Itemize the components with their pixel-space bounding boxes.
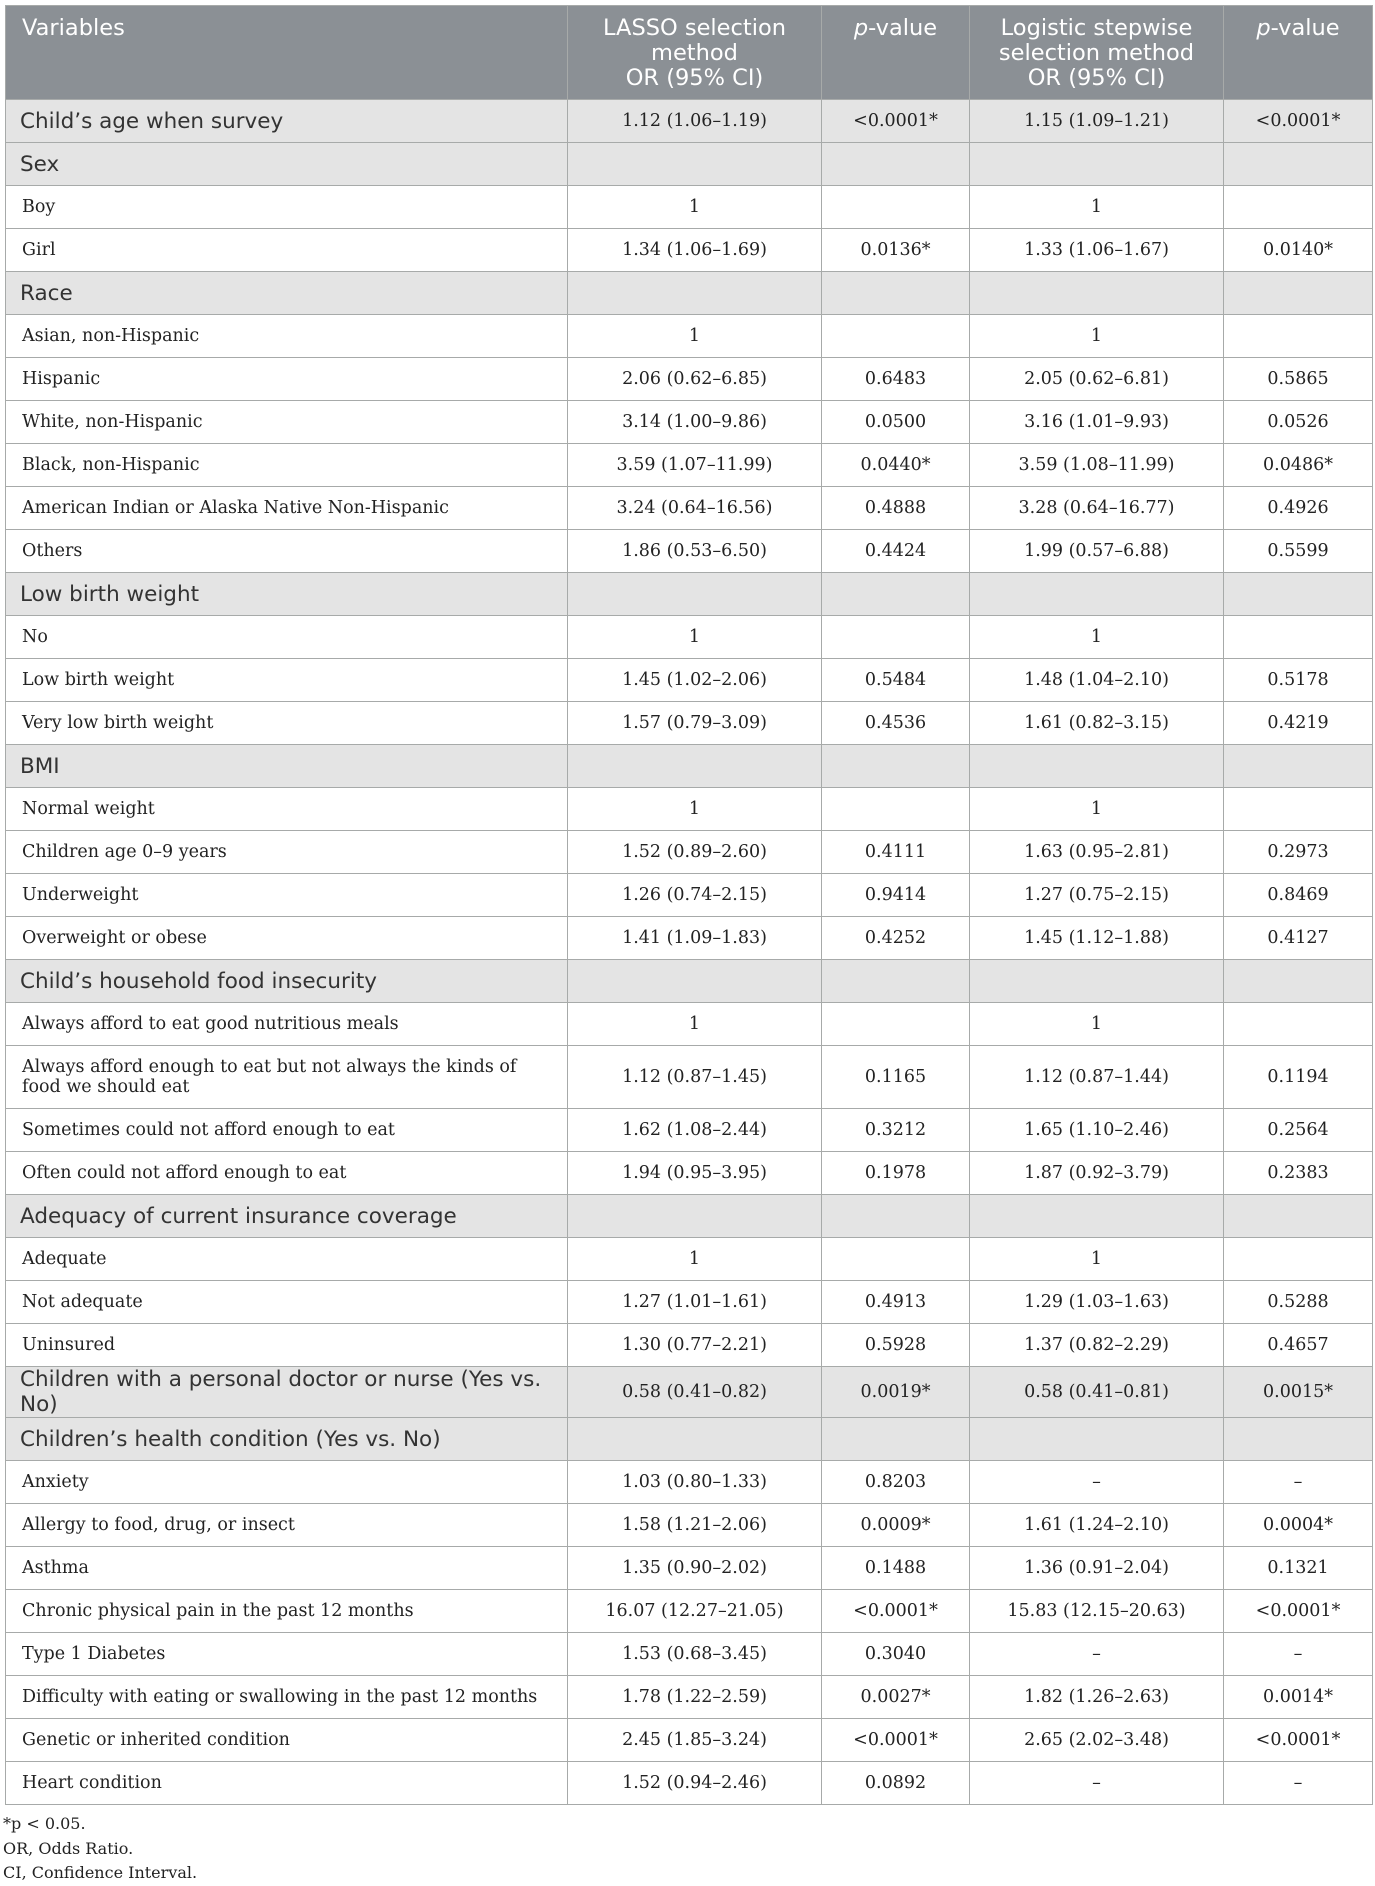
variable-cell: Children’s health condition (Yes vs. No): [6, 1418, 568, 1461]
lasso-or-cell: 1: [568, 1238, 822, 1281]
logistic-or-cell: –: [970, 1762, 1224, 1805]
lasso-or-cell: [568, 745, 822, 788]
header-lasso-pvalue: p-value: [822, 6, 970, 100]
lasso-or-cell: 1: [568, 186, 822, 229]
variable-cell: Allergy to food, drug, or insect: [6, 1504, 568, 1547]
lasso-pvalue-cell: 0.0440*: [822, 444, 970, 487]
logistic-or-cell: 1.36 (0.91–2.04): [970, 1547, 1224, 1590]
variable-cell: Boy: [6, 186, 568, 229]
table-row: [6, 659, 1373, 702]
lasso-pvalue-cell: 0.4252: [822, 917, 970, 960]
variable-cell: Others: [6, 530, 568, 573]
lasso-or-cell: 1: [568, 1003, 822, 1046]
lasso-pvalue-cell: [822, 788, 970, 831]
lasso-or-cell: 1.12 (0.87–1.45): [568, 1046, 822, 1109]
lasso-or-cell: 1.58 (1.21–2.06): [568, 1504, 822, 1547]
table-row: [6, 702, 1373, 745]
lasso-pvalue-cell: 0.4888: [822, 487, 970, 530]
lasso-or-cell: [568, 960, 822, 1003]
lasso-pvalue-cell: [822, 573, 970, 616]
logistic-pvalue-cell: [1224, 186, 1373, 229]
variable-cell: Adequacy of current insurance coverage: [6, 1195, 568, 1238]
logistic-pvalue-cell: 0.4219: [1224, 702, 1373, 745]
logistic-or-cell: 15.83 (12.15–20.63): [970, 1590, 1224, 1633]
variable-cell: No: [6, 616, 568, 659]
logistic-pvalue-cell: 0.0015*: [1224, 1367, 1373, 1418]
lasso-pvalue-cell: 0.1165: [822, 1046, 970, 1109]
table-row: [6, 1719, 1373, 1762]
lasso-or-cell: 1: [568, 616, 822, 659]
table-row: [6, 358, 1373, 401]
table-row: [6, 229, 1373, 272]
table-row: [6, 1590, 1373, 1633]
lasso-pvalue-cell: 0.5928: [822, 1324, 970, 1367]
table-row: [6, 1003, 1373, 1046]
lasso-pvalue-cell: [822, 1003, 970, 1046]
table-header-row: [6, 6, 1373, 100]
variable-cell: Children with a personal doctor or nurse (Yes vs. No): [6, 1367, 568, 1418]
logistic-or-cell: 0.58 (0.41–0.81): [970, 1367, 1224, 1418]
logistic-or-cell: 3.16 (1.01–9.93): [970, 401, 1224, 444]
logistic-pvalue-cell: 0.2383: [1224, 1152, 1373, 1195]
logistic-pvalue-cell: 0.4127: [1224, 917, 1373, 960]
lasso-or-cell: 1.57 (0.79–3.09): [568, 702, 822, 745]
lasso-or-cell: [568, 143, 822, 186]
variable-cell: Asian, non-Hispanic: [6, 315, 568, 358]
lasso-or-cell: 0.58 (0.41–0.82): [568, 1367, 822, 1418]
variable-cell: Girl: [6, 229, 568, 272]
table-row: [6, 1762, 1373, 1805]
variable-cell: Chronic physical pain in the past 12 months: [6, 1590, 568, 1633]
variable-cell: American Indian or Alaska Native Non-Hispanic: [6, 487, 568, 530]
header-logistic: Logistic stepwise selection method OR (95% CI): [970, 6, 1224, 100]
lasso-pvalue-cell: 0.0027*: [822, 1676, 970, 1719]
logistic-pvalue-cell: [1224, 745, 1373, 788]
table-row: [6, 1281, 1373, 1324]
variable-cell: Low birth weight: [6, 659, 568, 702]
logistic-pvalue-cell: 0.2564: [1224, 1109, 1373, 1152]
variable-cell: Type 1 Diabetes: [6, 1633, 568, 1676]
lasso-or-cell: 1.27 (1.01–1.61): [568, 1281, 822, 1324]
table-row: [6, 315, 1373, 358]
lasso-pvalue-cell: <0.0001*: [822, 1590, 970, 1633]
table-group-row: [6, 1418, 1373, 1461]
logistic-or-cell: 1: [970, 1003, 1224, 1046]
variable-cell: Heart condition: [6, 1762, 568, 1805]
lasso-or-cell: 1.45 (1.02–2.06): [568, 659, 822, 702]
table-row: [6, 530, 1373, 573]
logistic-pvalue-cell: 0.0004*: [1224, 1504, 1373, 1547]
table-group-row: [6, 573, 1373, 616]
lasso-or-cell: 1.86 (0.53–6.50): [568, 530, 822, 573]
results-table-container: [5, 5, 1372, 1805]
logistic-pvalue-cell: 0.5599: [1224, 530, 1373, 573]
lasso-pvalue-cell: [822, 1238, 970, 1281]
variable-cell: Hispanic: [6, 358, 568, 401]
table-row: [6, 186, 1373, 229]
variable-cell: Asthma: [6, 1547, 568, 1590]
lasso-pvalue-cell: [822, 272, 970, 315]
logistic-or-cell: 1.37 (0.82–2.29): [970, 1324, 1224, 1367]
logistic-pvalue-cell: [1224, 1003, 1373, 1046]
logistic-or-cell: 1.61 (0.82–3.15): [970, 702, 1224, 745]
lasso-pvalue-cell: [822, 960, 970, 1003]
lasso-pvalue-cell: [822, 1418, 970, 1461]
lasso-or-cell: 1.52 (0.89–2.60): [568, 831, 822, 874]
logistic-pvalue-cell: [1224, 272, 1373, 315]
logistic-or-cell: [970, 143, 1224, 186]
table-row: [6, 616, 1373, 659]
logistic-or-cell: 1: [970, 315, 1224, 358]
variable-cell: Genetic or inherited condition: [6, 1719, 568, 1762]
logistic-pvalue-cell: 0.8469: [1224, 874, 1373, 917]
table-row: [6, 1238, 1373, 1281]
variable-cell: Race: [6, 272, 568, 315]
logistic-pvalue-cell: –: [1224, 1633, 1373, 1676]
logistic-pvalue-cell: 0.0526: [1224, 401, 1373, 444]
lasso-pvalue-cell: 0.9414: [822, 874, 970, 917]
lasso-pvalue-cell: [822, 1195, 970, 1238]
lasso-or-cell: 1.26 (0.74–2.15): [568, 874, 822, 917]
logistic-pvalue-cell: [1224, 143, 1373, 186]
lasso-or-cell: 1.12 (1.06–1.19): [568, 100, 822, 143]
logistic-pvalue-cell: 0.1321: [1224, 1547, 1373, 1590]
logistic-or-cell: –: [970, 1633, 1224, 1676]
logistic-or-cell: 1.87 (0.92–3.79): [970, 1152, 1224, 1195]
lasso-pvalue-cell: [822, 143, 970, 186]
variable-cell: Anxiety: [6, 1461, 568, 1504]
variable-cell: Low birth weight: [6, 573, 568, 616]
table-row: [6, 874, 1373, 917]
logistic-or-cell: [970, 960, 1224, 1003]
variable-cell: Sometimes could not afford enough to eat: [6, 1109, 568, 1152]
table-group-row: [6, 1367, 1373, 1418]
logistic-or-cell: 1.48 (1.04–2.10): [970, 659, 1224, 702]
variable-cell: Underweight: [6, 874, 568, 917]
logistic-or-cell: 1.33 (1.06–1.67): [970, 229, 1224, 272]
lasso-or-cell: 1.30 (0.77–2.21): [568, 1324, 822, 1367]
variable-cell: Uninsured: [6, 1324, 568, 1367]
lasso-or-cell: 2.45 (1.85–3.24): [568, 1719, 822, 1762]
table-group-row: [6, 1195, 1373, 1238]
logistic-or-cell: 1.63 (0.95–2.81): [970, 831, 1224, 874]
logistic-or-cell: 1.15 (1.09–1.21): [970, 100, 1224, 143]
table-group-row: [6, 960, 1373, 1003]
table-row: [6, 788, 1373, 831]
table-group-row: [6, 745, 1373, 788]
logistic-or-cell: 1.29 (1.03–1.63): [970, 1281, 1224, 1324]
variable-cell: Very low birth weight: [6, 702, 568, 745]
logistic-pvalue-cell: 0.1194: [1224, 1046, 1373, 1109]
lasso-or-cell: 1.53 (0.68–3.45): [568, 1633, 822, 1676]
logistic-or-cell: 3.59 (1.08–11.99): [970, 444, 1224, 487]
logistic-pvalue-cell: 0.4926: [1224, 487, 1373, 530]
table-row: [6, 1324, 1373, 1367]
logistic-or-cell: 1: [970, 186, 1224, 229]
logistic-or-cell: 1: [970, 788, 1224, 831]
lasso-pvalue-cell: [822, 315, 970, 358]
logistic-or-cell: [970, 573, 1224, 616]
logistic-or-cell: 1: [970, 1238, 1224, 1281]
variable-cell: BMI: [6, 745, 568, 788]
header-lasso: LASSO selection method OR (95% CI): [568, 6, 822, 100]
logistic-or-cell: –: [970, 1461, 1224, 1504]
table-row: [6, 831, 1373, 874]
logistic-or-cell: [970, 1195, 1224, 1238]
logistic-or-cell: 2.65 (2.02–3.48): [970, 1719, 1224, 1762]
lasso-or-cell: [568, 1418, 822, 1461]
lasso-pvalue-cell: <0.0001*: [822, 1719, 970, 1762]
logistic-or-cell: [970, 272, 1224, 315]
table-row: [6, 917, 1373, 960]
logistic-pvalue-cell: –: [1224, 1461, 1373, 1504]
lasso-pvalue-cell: 0.4111: [822, 831, 970, 874]
logistic-pvalue-cell: <0.0001*: [1224, 1719, 1373, 1762]
lasso-pvalue-cell: 0.4913: [822, 1281, 970, 1324]
lasso-or-cell: 1: [568, 788, 822, 831]
logistic-pvalue-cell: 0.5865: [1224, 358, 1373, 401]
logistic-pvalue-cell: 0.5178: [1224, 659, 1373, 702]
variable-cell: Child’s age when survey: [6, 100, 568, 143]
logistic-or-cell: 1.45 (1.12–1.88): [970, 917, 1224, 960]
lasso-or-cell: 1.78 (1.22–2.59): [568, 1676, 822, 1719]
logistic-pvalue-cell: [1224, 1418, 1373, 1461]
regression-results-table: [5, 5, 1373, 1805]
lasso-pvalue-cell: 0.0019*: [822, 1367, 970, 1418]
lasso-or-cell: 3.59 (1.07–11.99): [568, 444, 822, 487]
logistic-pvalue-cell: [1224, 788, 1373, 831]
table-row: [6, 1547, 1373, 1590]
lasso-or-cell: 1.41 (1.09–1.83): [568, 917, 822, 960]
lasso-or-cell: 16.07 (12.27–21.05): [568, 1590, 822, 1633]
table-row: [6, 444, 1373, 487]
table-footnotes: [3, 1812, 197, 1886]
lasso-pvalue-cell: 0.0500: [822, 401, 970, 444]
lasso-or-cell: 1.62 (1.08–2.44): [568, 1109, 822, 1152]
logistic-pvalue-cell: [1224, 315, 1373, 358]
lasso-or-cell: 1: [568, 315, 822, 358]
logistic-pvalue-cell: –: [1224, 1762, 1373, 1805]
logistic-or-cell: 3.28 (0.64–16.77): [970, 487, 1224, 530]
header-logistic-pvalue: p-value: [1224, 6, 1373, 100]
lasso-pvalue-cell: [822, 186, 970, 229]
lasso-pvalue-cell: 0.8203: [822, 1461, 970, 1504]
logistic-or-cell: 1.65 (1.10–2.46): [970, 1109, 1224, 1152]
logistic-or-cell: [970, 745, 1224, 788]
logistic-pvalue-cell: 0.0140*: [1224, 229, 1373, 272]
logistic-or-cell: [970, 1418, 1224, 1461]
logistic-pvalue-cell: [1224, 616, 1373, 659]
lasso-or-cell: 3.24 (0.64–16.56): [568, 487, 822, 530]
lasso-pvalue-cell: <0.0001*: [822, 100, 970, 143]
lasso-pvalue-cell: 0.0892: [822, 1762, 970, 1805]
logistic-pvalue-cell: <0.0001*: [1224, 100, 1373, 143]
logistic-or-cell: 1.82 (1.26–2.63): [970, 1676, 1224, 1719]
variable-cell: Always afford enough to eat but not always the kinds of food we should eat: [6, 1046, 568, 1109]
footnote-significance: *p < 0.05.: [3, 1814, 86, 1833]
logistic-or-cell: 1.27 (0.75–2.15): [970, 874, 1224, 917]
lasso-pvalue-cell: [822, 616, 970, 659]
variable-cell: Difficulty with eating or swallowing in the past 12 months: [6, 1676, 568, 1719]
logistic-pvalue-cell: 0.5288: [1224, 1281, 1373, 1324]
lasso-pvalue-cell: 0.1488: [822, 1547, 970, 1590]
lasso-or-cell: 2.06 (0.62–6.85): [568, 358, 822, 401]
logistic-pvalue-cell: <0.0001*: [1224, 1590, 1373, 1633]
lasso-pvalue-cell: 0.4424: [822, 530, 970, 573]
footnote-or: OR, Odds Ratio.: [3, 1838, 134, 1858]
lasso-or-cell: [568, 573, 822, 616]
lasso-or-cell: 3.14 (1.00–9.86): [568, 401, 822, 444]
logistic-or-cell: 2.05 (0.62–6.81): [970, 358, 1224, 401]
variable-cell: White, non-Hispanic: [6, 401, 568, 444]
logistic-pvalue-cell: 0.2973: [1224, 831, 1373, 874]
logistic-pvalue-cell: 0.4657: [1224, 1324, 1373, 1367]
variable-cell: Black, non-Hispanic: [6, 444, 568, 487]
logistic-pvalue-cell: [1224, 1195, 1373, 1238]
table-row: [6, 487, 1373, 530]
variable-cell: Not adequate: [6, 1281, 568, 1324]
variable-cell: Sex: [6, 143, 568, 186]
lasso-or-cell: 1.34 (1.06–1.69): [568, 229, 822, 272]
logistic-or-cell: 1: [970, 616, 1224, 659]
table-body: [6, 100, 1373, 1805]
table-group-row: [6, 143, 1373, 186]
variable-cell: Often could not afford enough to eat: [6, 1152, 568, 1195]
variable-cell: Overweight or obese: [6, 917, 568, 960]
table-row: [6, 1504, 1373, 1547]
table-group-row: [6, 100, 1373, 143]
logistic-pvalue-cell: [1224, 960, 1373, 1003]
table-row: [6, 1633, 1373, 1676]
variable-cell: Always afford to eat good nutritious meals: [6, 1003, 568, 1046]
variable-cell: Children age 0–9 years: [6, 831, 568, 874]
lasso-pvalue-cell: 0.3212: [822, 1109, 970, 1152]
table-row: [6, 1676, 1373, 1719]
header-variables: Variables: [6, 6, 568, 100]
variable-cell: Normal weight: [6, 788, 568, 831]
lasso-pvalue-cell: 0.6483: [822, 358, 970, 401]
table-group-row: [6, 272, 1373, 315]
table-row: [6, 1461, 1373, 1504]
lasso-pvalue-cell: 0.3040: [822, 1633, 970, 1676]
lasso-pvalue-cell: [822, 745, 970, 788]
table-row: [6, 1046, 1373, 1109]
table-row: [6, 401, 1373, 444]
variable-cell: Child’s household food insecurity: [6, 960, 568, 1003]
logistic-pvalue-cell: [1224, 1238, 1373, 1281]
lasso-or-cell: 1.52 (0.94–2.46): [568, 1762, 822, 1805]
footnote-ci: CI, Confidence Interval.: [3, 1863, 198, 1882]
lasso-pvalue-cell: 0.0009*: [822, 1504, 970, 1547]
logistic-pvalue-cell: [1224, 573, 1373, 616]
lasso-or-cell: 1.35 (0.90–2.02): [568, 1547, 822, 1590]
lasso-or-cell: [568, 272, 822, 315]
logistic-or-cell: 1.99 (0.57–6.88): [970, 530, 1224, 573]
logistic-or-cell: 1.61 (1.24–2.10): [970, 1504, 1224, 1547]
lasso-or-cell: [568, 1195, 822, 1238]
lasso-or-cell: 1.94 (0.95–3.95): [568, 1152, 822, 1195]
table-row: [6, 1109, 1373, 1152]
logistic-pvalue-cell: 0.0486*: [1224, 444, 1373, 487]
table-row: [6, 1152, 1373, 1195]
lasso-pvalue-cell: 0.0136*: [822, 229, 970, 272]
variable-cell: Adequate: [6, 1238, 568, 1281]
logistic-or-cell: 1.12 (0.87–1.44): [970, 1046, 1224, 1109]
lasso-pvalue-cell: 0.5484: [822, 659, 970, 702]
lasso-pvalue-cell: 0.4536: [822, 702, 970, 745]
lasso-pvalue-cell: 0.1978: [822, 1152, 970, 1195]
logistic-pvalue-cell: 0.0014*: [1224, 1676, 1373, 1719]
lasso-or-cell: 1.03 (0.80–1.33): [568, 1461, 822, 1504]
